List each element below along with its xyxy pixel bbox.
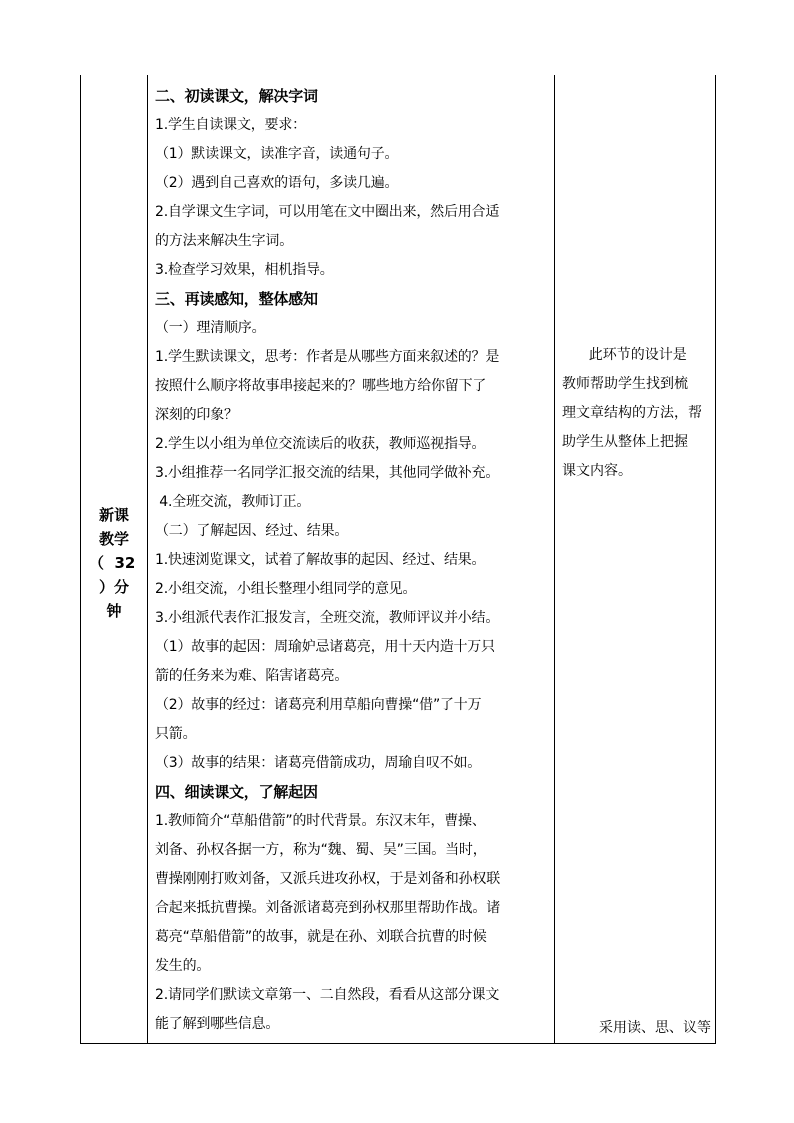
content-line: 3.检查学习效果，相机指导。 (155, 262, 334, 278)
content-line: 1.快速浏览课文，试着了解故事的起因、经过、结果。 (155, 552, 486, 568)
content-line: 曹操刚刚打败刘备，又派兵进攻孙权，于是刘备和孙权联 (155, 871, 500, 887)
lesson-plan-table (80, 75, 716, 1044)
content-line: 的方法来解决生字词。 (155, 233, 293, 249)
teaching-content-column (147, 75, 554, 1043)
content-line: 刘备、孙权各据一方，称为“魏、蜀、吴”三国。当时， (155, 842, 487, 858)
content-line: 按照什么顺序将故事串接起来的？哪些地方给你留下了 (155, 378, 487, 394)
section-label-line: 教学 (98, 530, 129, 548)
content-line: 2.自学课文生字词，可以用笔在文中圈出来，然后用合适 (155, 204, 500, 220)
design-note-line: 助学生从整体上把握 (562, 434, 688, 450)
teaching-content (155, 82, 550, 1039)
content-line: 葛亮“草船借箭”的故事，就是在孙、刘联合抗曹的时候 (155, 929, 487, 945)
content-line: 能了解到哪些信息。 (155, 1016, 280, 1032)
content-line: 只箭。 (155, 726, 197, 742)
content-line: 3.小组推荐一名同学汇报交流的结果，其他同学做补充。 (155, 465, 500, 481)
section-heading: 四、细读课文，了解起因 (155, 783, 318, 801)
design-note-line: 此环节的设计是 (562, 347, 687, 363)
content-line: 2.小组交流，小组长整理小组同学的意见。 (155, 581, 417, 597)
design-note-line: 教师帮助学生找到梳 (562, 376, 688, 392)
section-label (81, 503, 147, 623)
design-note-line: 课文内容。 (562, 463, 632, 479)
content-line: 3.小组派代表作汇报发言，全班交流，教师评议并小结。 (155, 610, 500, 626)
content-line: （1）默读课文，读准字音，读通句子。 (155, 146, 399, 162)
section-column (81, 75, 147, 1043)
content-line: （1）故事的起因：周瑜妒忌诸葛亮，用十天内造十万只 (155, 639, 495, 655)
content-line: 4.全班交流，教师订正。 (155, 494, 311, 510)
content-line: 合起来抵抗曹操。刘备派诸葛亮到孙权那里帮助作战。诸 (155, 900, 500, 916)
content-line: （3）故事的结果：诸葛亮借箭成功，周瑜自叹不如。 (155, 755, 482, 771)
design-notes-column (554, 75, 715, 1043)
content-line: 1.教师简介“草船借箭”的时代背景。东汉末年，曹操、 (155, 813, 486, 829)
content-line: 1.学生自读课文，要求： (155, 117, 306, 133)
content-line: 箭的任务来为难、陷害诸葛亮。 (155, 668, 349, 684)
design-note (562, 341, 709, 486)
content-line: （一）理清顺序。 (155, 320, 266, 336)
section-label-line: 新课 (98, 506, 129, 524)
content-line: 深刻的印象？ (155, 407, 238, 423)
content-line: 2.学生以小组为单位交流读后的收获，教师巡视指导。 (155, 436, 486, 452)
content-line: （2）故事的经过：诸葛亮利用草船向曹操“借”了十万 (155, 697, 482, 713)
section-label-line: 钟 (106, 602, 122, 620)
design-note-line: 理文章结构的方法，帮 (562, 405, 702, 421)
section-heading: 二、初读课文，解决字词 (155, 87, 318, 105)
section-label-line: （ 32 (89, 554, 136, 572)
content-line: （二）了解起因、经过、结果。 (155, 523, 349, 539)
content-line: （2）遇到自己喜欢的语句，多读几遍。 (155, 175, 399, 191)
content-line: 1.学生默读课文，思考：作者是从哪些方面来叙述的？是 (155, 349, 500, 365)
content-line: 发生的。 (155, 958, 211, 974)
section-heading: 三、再读感知，整体感知 (155, 290, 318, 308)
section-label-line: ）分 (98, 578, 129, 596)
content-line: 2.请同学们默读文章第一、二自然段，看看从这部分课文 (155, 987, 500, 1003)
design-note-bottom: 采用读、思、议等 (599, 1020, 711, 1036)
